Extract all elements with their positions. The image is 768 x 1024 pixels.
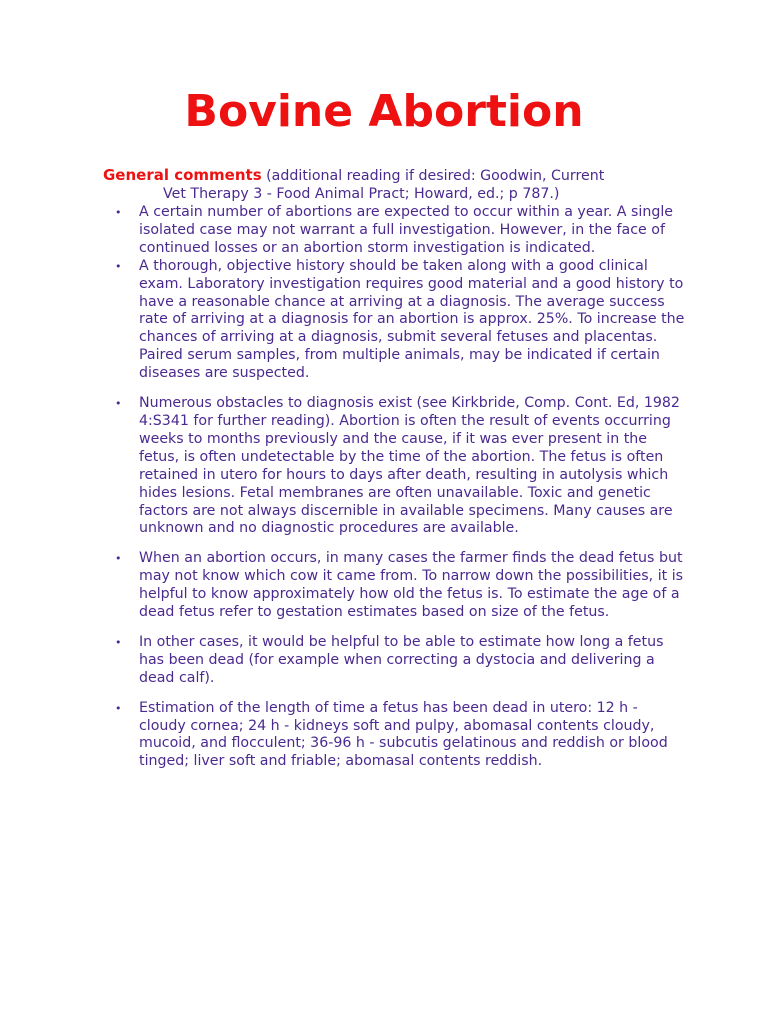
comment-list (115, 204, 685, 771)
bullet-icon: • (115, 635, 122, 649)
list-item-text: A certain number of abortions are expected to occur within a year. A single isolated case may not warrant a full investigation. However, in the face of continued losses or an abortion storm investigation is indicated. (139, 204, 674, 256)
bullet-icon: • (115, 552, 122, 566)
bullet-icon: • (115, 397, 122, 411)
list-item (115, 204, 685, 258)
section-note-line2: Vet Therapy 3 - Food Animal Pract; Howard, ed.; p 787.) (163, 186, 560, 202)
list-item-text: In other cases, it would be helpful to be able to estimate how long a fetus has been dead (for example when correcting a dystocia and delivering a dead calf). (139, 633, 664, 686)
list-item (115, 395, 685, 538)
bullet-icon: • (115, 206, 122, 219)
section-heading: General comments (103, 166, 262, 184)
list-item-text: A thorough, objective history should be taken along with a good clinical exam. Laboratory investigation requires good material and a good history to have a reasonable chance at arriving at a diagnosis. The average success rate of arriving at a diagnosis for an abortion is approx. 25%. To increase the chances of arriving at a diagnosis, submit several fetuses and placentas. Paired serum samples, from multiple animals, may be indicated if certain diseases are suspected. (139, 257, 685, 382)
list-item (115, 634, 685, 688)
list-item-text: Estimation of the length of time a fetus has been dead in utero: 12 h - cloudy cornea; 24 h - kidneys soft and pulpy, abomasal contents cloudy, mucoid, and flocculent; 36-96 h - subcutis gelatinous and reddish or blood tinged; liver soft and friable; abomasal contents reddish. (139, 699, 668, 770)
list-item (115, 550, 685, 622)
bullet-icon: • (115, 701, 122, 715)
section-intro (103, 166, 683, 203)
document-title: Bovine Abortion (184, 86, 584, 137)
list-item-text: When an abortion occurs, in many cases the farmer finds the dead fetus but may not know which cow it came from. To narrow down the possibilities, it is helpful to know approximately how old the fetus is. To estimate the age of a dead fetus refer to gestation estimates based on size of the fetus. (139, 550, 684, 621)
list-item-text: Numerous obstacles to diagnosis exist (see Kirkbride, Comp. Cont. Ed, 1982 4:S341 for further reading). Abortion is often the result of events occurring weeks to months previously and the cause, if it was ever present in the fetus, is often undetectable by the time of the abortion. The fetus is often retained in utero for hours to days after death, resulting in autolysis which hides lesions. Fetal membranes are often unavailable. Toxic and genetic factors are not always discernible in available specimens. Many causes are unknown and no diagnostic procedures are available. (139, 395, 680, 537)
list-item (115, 258, 685, 383)
section-note-line1: (additional reading if desired: Goodwin, Current (261, 168, 605, 184)
list-item (115, 700, 685, 772)
bullet-icon: • (115, 259, 122, 273)
